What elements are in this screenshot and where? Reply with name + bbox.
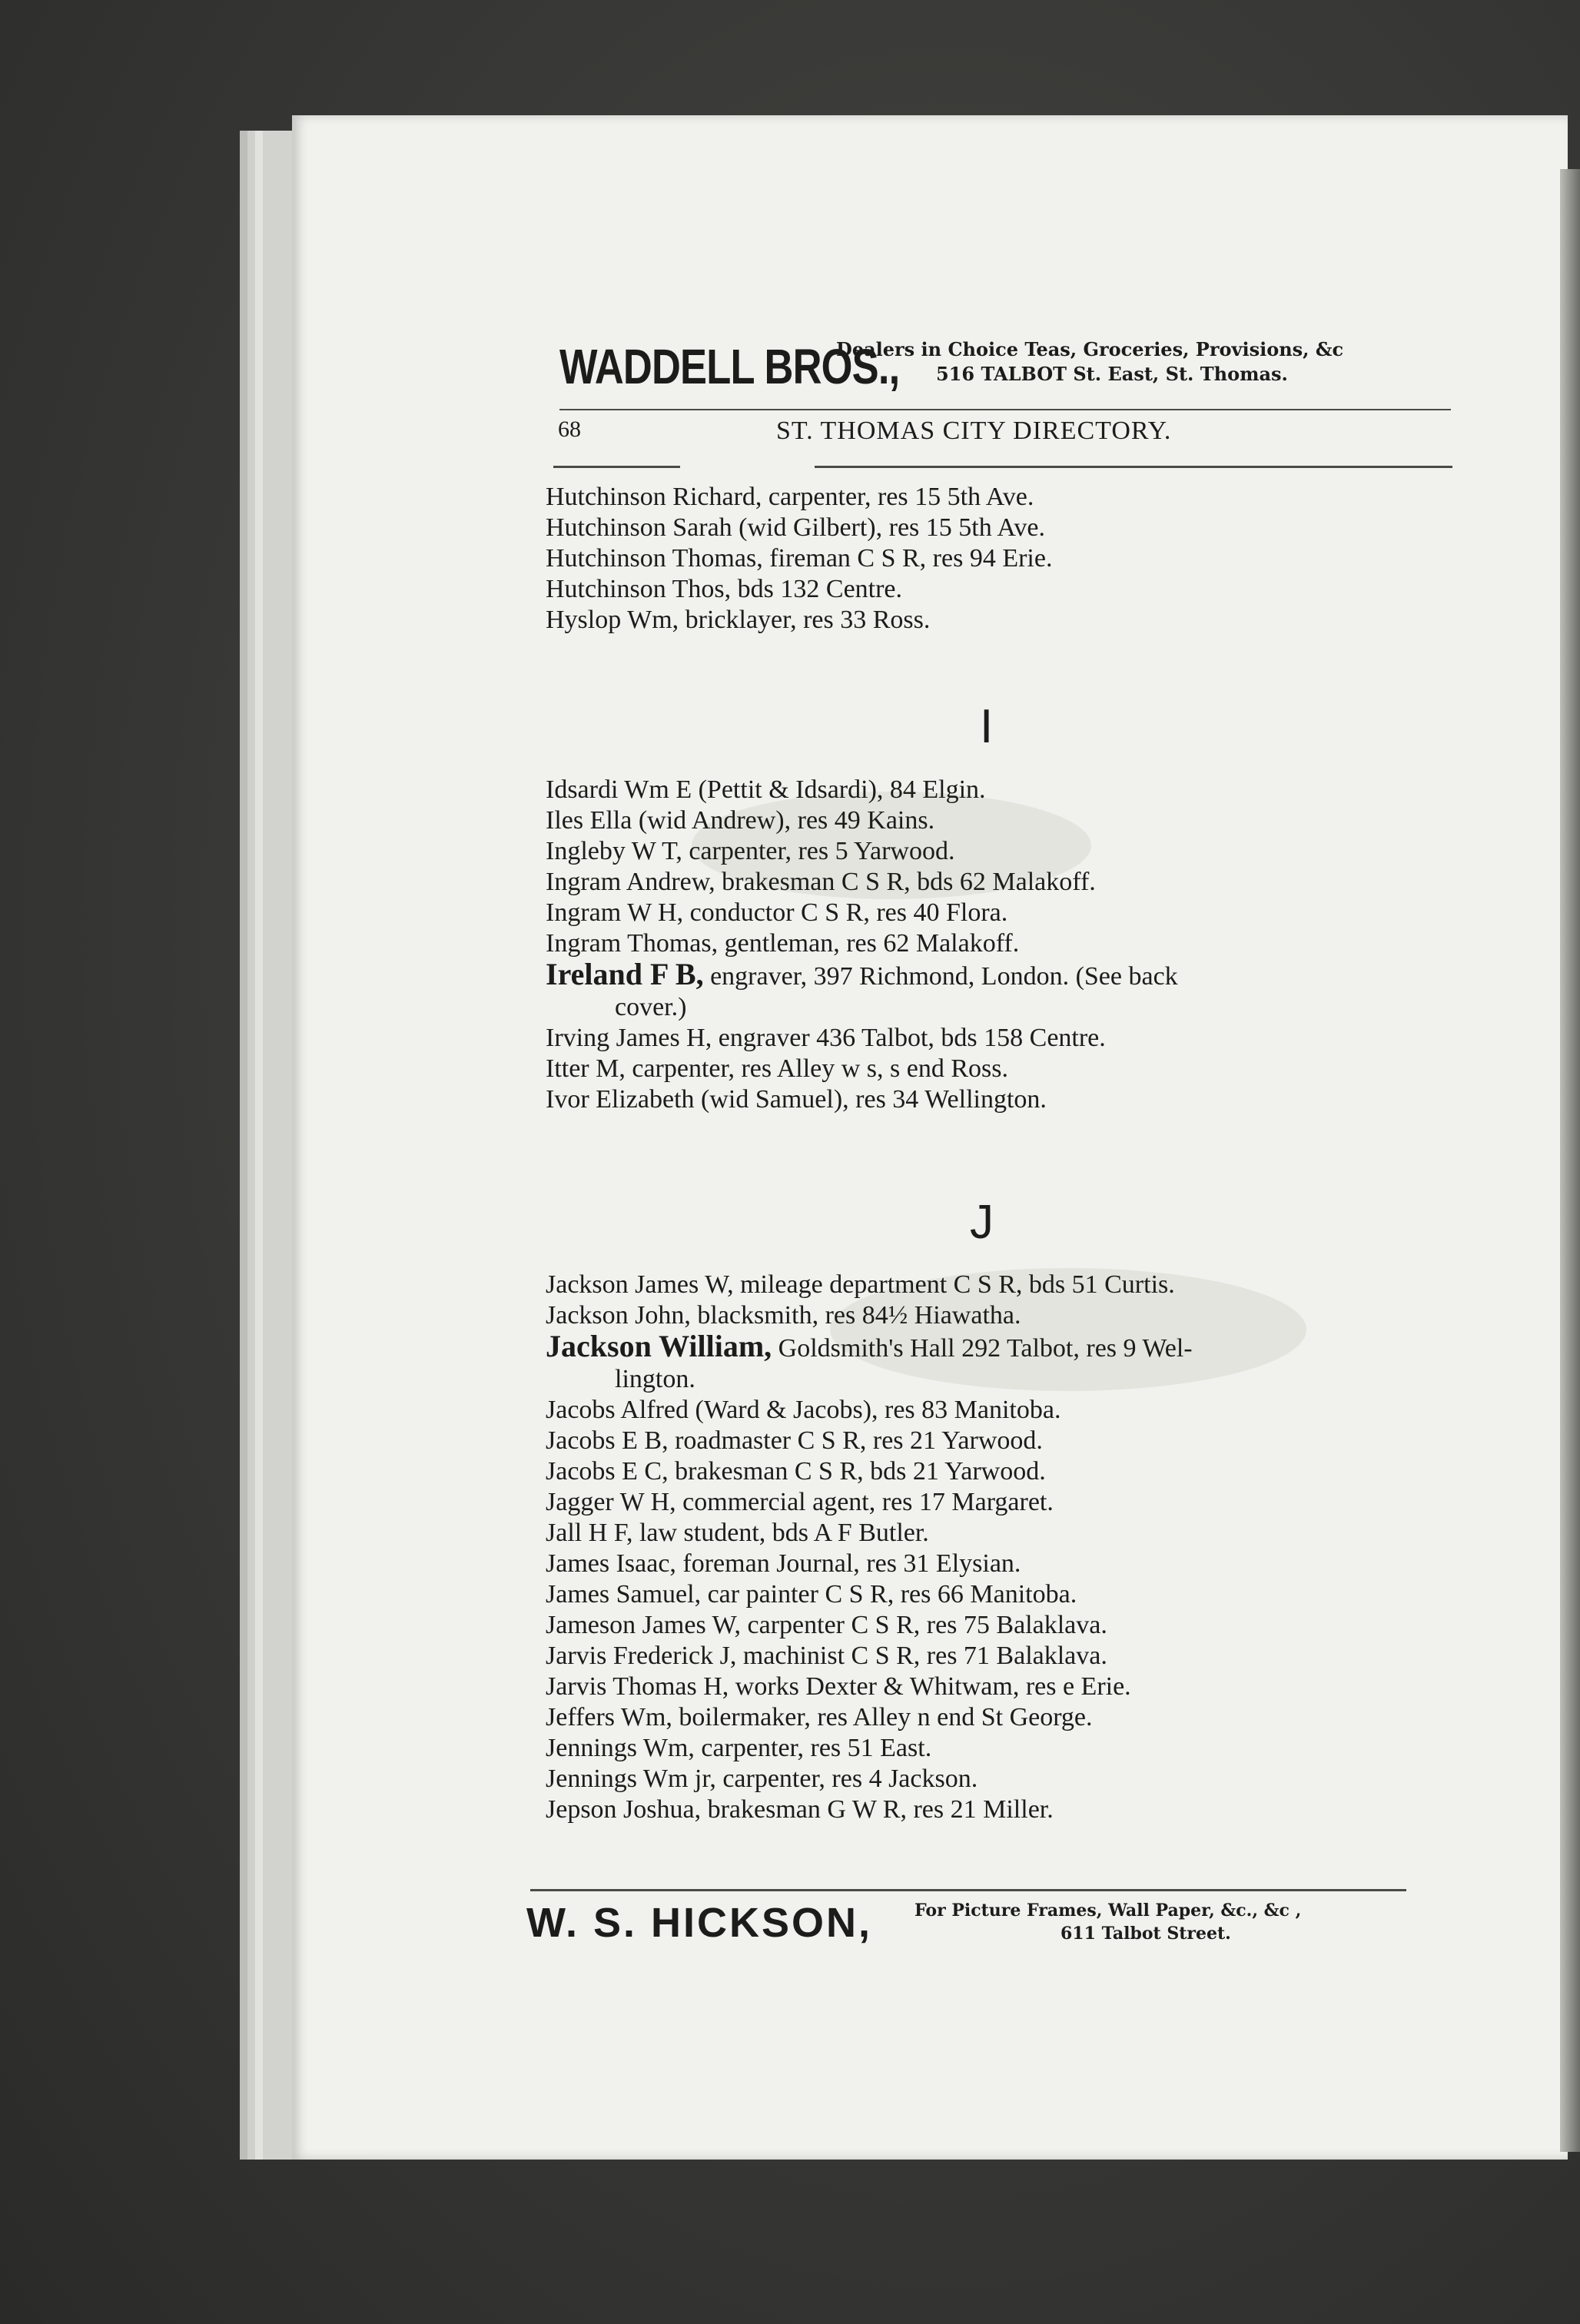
entry-text: Jennings Wm, carpenter, res 51 East. [546,1734,932,1762]
section-letter-j: J [970,1196,994,1249]
title-rule-left [553,466,680,468]
entry-text: James Isaac, foreman Journal, res 31 Elysian. [546,1549,1021,1578]
entry-bold-name: Ireland F B, [546,957,704,991]
footer-ad-tagline: For Picture Frames, Wall Paper, &c., &c , [914,1901,1302,1921]
directory-entry [546,1270,1452,1300]
entries-i [546,775,1452,1115]
directory-entry [546,928,1452,959]
entry-text: Jackson John, blacksmith, res 84½ Hiawatha. [546,1301,1021,1330]
entry-text: Idsardi Wm E (Pettit & Idsardi), 84 Elgin. [546,775,986,804]
title-rule-right [815,466,1452,468]
header-ad-brand: WADDELL BROS., [559,339,900,394]
entry-text: Iles Ella (wid Andrew), res 49 Kains. [546,806,935,835]
entry-text: Jameson James W, carpenter C S R, res 75 Balaklava. [546,1611,1107,1639]
directory-entry [546,1518,1452,1549]
footer-ad-address: 611 Talbot Street. [1061,1924,1231,1944]
header-rule [559,409,1451,410]
directory-entry [546,1610,1452,1641]
entry-text: Jarvis Frederick J, machinist C S R, res 71 Balaklava. [546,1642,1107,1670]
directory-entry [546,898,1452,928]
running-head [546,413,1452,452]
entry-text: Jagger W H, commercial agent, res 17 Margaret. [546,1488,1054,1516]
entry-text: Hyslop Wm, bricklayer, res 33 Ross. [546,606,931,634]
directory-entry [546,543,1452,574]
entry-text: Ingleby W T, carpenter, res 5 Yarwood. [546,837,955,865]
section-letter-i: I [980,700,994,753]
entry-text: Jacobs E C, brakesman C S R, bds 21 Yarwood. [546,1457,1046,1486]
directory-entry [546,1702,1452,1733]
page-number: 68 [558,417,581,442]
entry-text: Hutchinson Thos, bds 132 Centre. [546,575,903,603]
entry-text: Hutchinson Thomas, fireman C S R, res 94 Erie. [546,544,1053,573]
entry-text: Jackson James W, mileage department C S R, bds 51 Curtis. [546,1270,1175,1299]
header-ad-tagline: Dealers in Choice Teas, Groceries, Provisions, &c [836,338,1344,360]
directory-entry [546,605,1452,636]
footer-rule [530,1889,1406,1891]
footer-ad-brand: W. S. HICKSON, [526,1900,873,1946]
entry-text: Jepson Joshua, brakesman G W R, res 21 Miller. [546,1795,1054,1824]
book-right-edge [1560,169,1580,2152]
entry-text: Jeffers Wm, boilermaker, res Alley n end St George. [546,1703,1093,1731]
entry-continuation: cover.) [615,993,687,1021]
entry-text: Jacobs Alfred (Ward & Jacobs), res 83 Manitoba. [546,1396,1061,1424]
entries-h [546,482,1452,636]
directory-entry [546,1733,1452,1764]
directory-entry [546,1794,1452,1825]
directory-entry [546,482,1452,513]
directory-entry [546,1487,1452,1518]
directory-entry [546,775,1452,805]
directory-entry [546,1641,1452,1672]
entry-text: Ingram W H, conductor C S R, res 40 Flora. [546,898,1008,927]
entry-text: Goldsmith's Hall 292 Talbot, res 9 Wel- [772,1334,1193,1363]
directory-entry [546,959,1452,1023]
directory-entry [546,1331,1452,1395]
directory-entry [546,1549,1452,1579]
directory-entry [546,1579,1452,1610]
entry-text: engraver, 397 Richmond, London. (See back [703,962,1178,991]
entry-text: Jennings Wm jr, carpenter, res 4 Jackson. [546,1765,978,1793]
entry-text: Ingram Thomas, gentleman, res 62 Malakoff. [546,929,1020,958]
entry-text: Itter M, carpenter, res Alley w s, s end Ross. [546,1054,1009,1083]
directory-entry [546,1456,1452,1487]
entry-text: Jacobs E B, roadmaster C S R, res 21 Yarwood. [546,1426,1043,1455]
entry-continuation: lington. [615,1365,695,1393]
directory-entry [546,1054,1452,1084]
header-advertisement [559,330,1451,407]
entry-text: Ivor Elizabeth (wid Samuel), res 34 Wellington. [546,1085,1047,1114]
footer-advertisement [526,1894,1449,1964]
directory-entry [546,1084,1452,1115]
directory-entry [546,1023,1452,1054]
entry-text: Ingram Andrew, brakesman C S R, bds 62 Malakoff. [546,868,1096,896]
header-ad-address: 516 TALBOT St. East, St. Thomas. [936,363,1288,385]
entry-text: Hutchinson Richard, carpenter, res 15 5th Ave. [546,483,1034,511]
directory-entry [546,1764,1452,1794]
directory-entry [546,1395,1452,1426]
directory-entry [546,1300,1452,1331]
entry-text: Jall H F, law student, bds A F Butler. [546,1519,929,1547]
directory-entry [546,805,1452,836]
directory-entry [546,1672,1452,1702]
directory-entry [546,513,1452,543]
entries-j [546,1270,1452,1825]
entry-bold-name: Jackson William, [546,1329,772,1363]
directory-entry [546,867,1452,898]
directory-entry [546,574,1452,605]
page-title: ST. THOMAS CITY DIRECTORY. [776,417,1172,445]
entry-text: Hutchinson Sarah (wid Gilbert), res 15 5th Ave. [546,513,1045,542]
entry-text: James Samuel, car painter C S R, res 66 Manitoba. [546,1580,1077,1609]
directory-entry [546,1426,1452,1456]
directory-entry [546,836,1452,867]
entry-text: Jarvis Thomas H, works Dexter & Whitwam, res e Erie. [546,1672,1131,1701]
entry-text: Irving James H, engraver 436 Talbot, bds 158 Centre. [546,1024,1106,1052]
